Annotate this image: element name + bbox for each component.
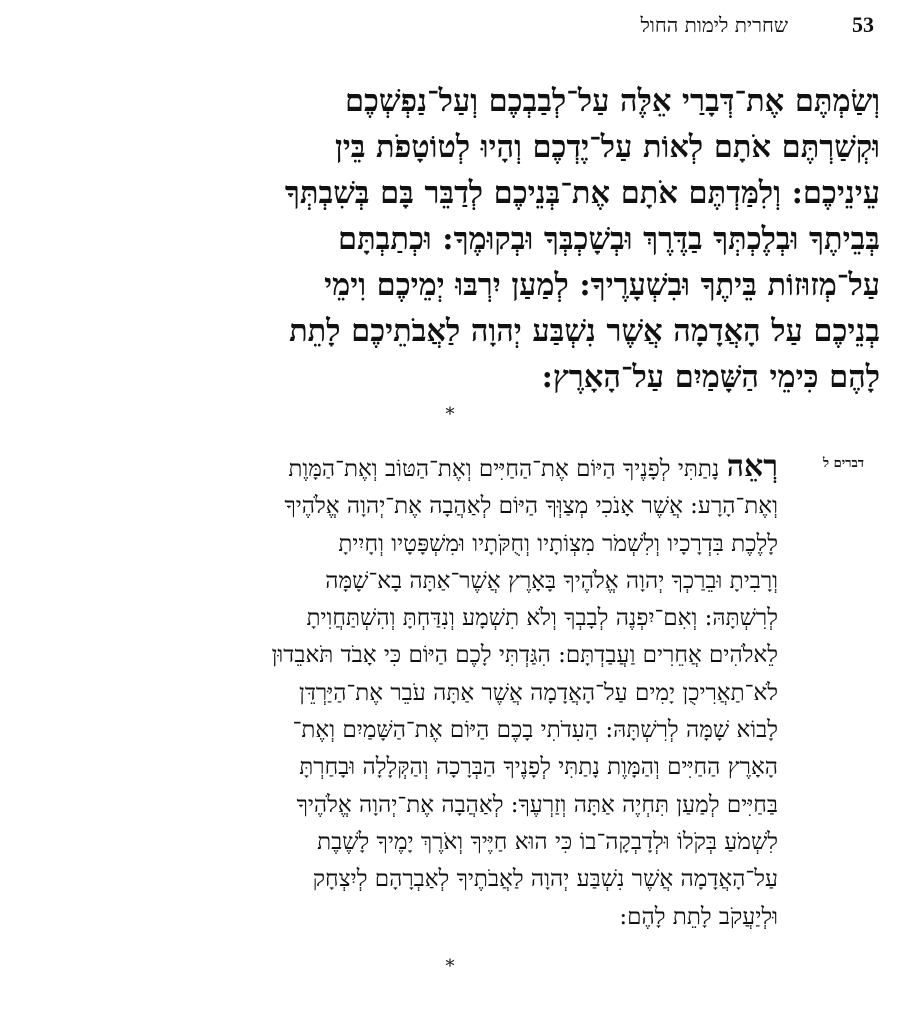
- shema-line: עַל־מְזוּזוֹת בֵּיתֶךָ וּבִשְׁעָרֶיךָ: לְמַעַן יִרְבּוּ יְמֵיכֶם וִימֵי: [324, 267, 880, 303]
- shema-paragraph: [22, 78, 880, 400]
- section-divider: *: [445, 956, 455, 977]
- reeh-line: לִשְׁמֹעַ בְּקֹלוֹ וּלְדָבְקָה־בוֹ כִּי הוּא חַיֶּיךָ וְאֹרֶךְ יָמֶיךָ לָשֶׁבֶת: [317, 828, 778, 855]
- page-number: 53: [852, 12, 874, 37]
- shema-line: בְּבֵיתֶךָ וּבְלֶכְתְּךָ בַדֶּרֶךְ וּבְשָׁכְבְּךָ וּבְקוּמֶךָ: וּכְתַבְתָּם: [338, 221, 880, 257]
- reeh-paragraph: [30, 448, 778, 936]
- reeh-line: לְרִשְׁתָּהּ: וְאִם־יִפְנֶה לְבָבְךָ וְלֹא תִשְׁמָע וְנִדַּחְתָּ וְהִשְׁתַּחֲוִיתָ: [306, 605, 778, 632]
- shema-line: וְשַׂמְתֶּם אֶת־דְּבָרַי אֵלֶּה עַל־לְבַבְכֶם וְעַל־נַפְשְׁכֶם: [344, 83, 880, 119]
- margin-reference: דברים ל: [822, 456, 864, 471]
- reeh-line: וּלְיַעֲקֹב לָתֵת לָהֶם:: [619, 903, 778, 930]
- shema-line: וּקְשַׁרְתֶּם אֹתָם לְאוֹת עַל־יֶדְכֶם וְהָיוּ לְטוֹטָפֹת בֵּין: [334, 129, 880, 165]
- reeh-line: לֵאלֹהִים אֲחֵרִים וַעֲבַדְתָּם: הִגַּדְתִּי לָכֶם הַיּוֹם כִּי אָבֹד תֹּאבֵדוּן: [271, 642, 778, 669]
- reeh-line-text: נָתַתִּי לְפָנֶיךָ הַיּוֹם אֶת־הַחַיִּים וְאֶת־הַטּוֹב וְאֶת־הַמָּוֶת: [288, 456, 720, 482]
- reeh-line: וְאֶת־הָרָע: אֲשֶׁר אָנֹכִי מְצַוְּךָ הַיּוֹם לְאַהֲבָה אֶת־יְהוָה אֱלֹהֶיךָ: [284, 493, 778, 520]
- reeh-line: [30, 448, 778, 488]
- reeh-line: וְרָבִיתָ וּבֵרַכְךָ יְהוָה אֱלֹהֶיךָ בָּאָרֶץ אֲשֶׁר־אַתָּה בָא־שָׁמָּה: [325, 567, 778, 594]
- reeh-line: עַל־הָאֲדָמָה אֲשֶׁר נִשְׁבַּע יְהוָה לַאֲבֹתֶיךָ לְאַבְרָהָם לְיִצְחָק: [312, 866, 778, 893]
- section-divider: *: [445, 404, 455, 425]
- reeh-line: לֹא־תַאֲרִיכֻן יָמִים עַל־הָאֲדָמָה אֲשֶׁר אַתָּה עֹבֵר אֶת־הַיַּרְדֵּן: [298, 679, 778, 706]
- reeh-line: לָבוֹא שָׁמָּה לְרִשְׁתָּהּ: הַעִדֹתִי בָכֶם הַיּוֹם אֶת־הַשָּׁמַיִם וְאֶת־: [292, 717, 778, 744]
- running-title: שחרית לימות החול: [640, 13, 788, 37]
- reeh-line: בַּחַיִּים לְמַעַן תִּחְיֶה אַתָּה וְזַרְעֶךָ: לְאַהֲבָה אֶת־יְהוָה אֱלֹהֶיךָ: [296, 791, 778, 818]
- page-header: [0, 8, 900, 42]
- shema-line: עֵינֵיכֶם: וְלִמַּדְתֶּם אֹתָם אֶת־בְּנֵיכֶם לְדַבֵּר בָּם בְּשִׁבְתְּךָ: [284, 175, 880, 211]
- lead-word: רְאֵה: [726, 449, 778, 484]
- shema-line: לָהֶם כִּימֵי הַשָּׁמַיִם עַל־הָאָרֶץ:: [541, 359, 880, 395]
- shema-line: בְנֵיכֶם עַל הָאֲדָמָה אֲשֶׁר נִשְׁבַּע יְהוָה לַאֲבֹתֵיכֶם לָתֵת: [289, 313, 880, 349]
- reeh-line: לָלֶכֶת בִּדְרָכָיו וְלִשְׁמֹר מִצְוֹתָיו וְחֻקֹּתָיו וּמִשְׁפָּטָיו וְחָיִיתָ: [338, 530, 778, 557]
- reeh-line: הָאָרֶץ הַחַיִּים וְהַמָּוֶת נָתַתִּי לְפָנֶיךָ הַבְּרָכָה וְהַקְּלָלָה וּבָחַרְתָּ: [299, 754, 778, 781]
